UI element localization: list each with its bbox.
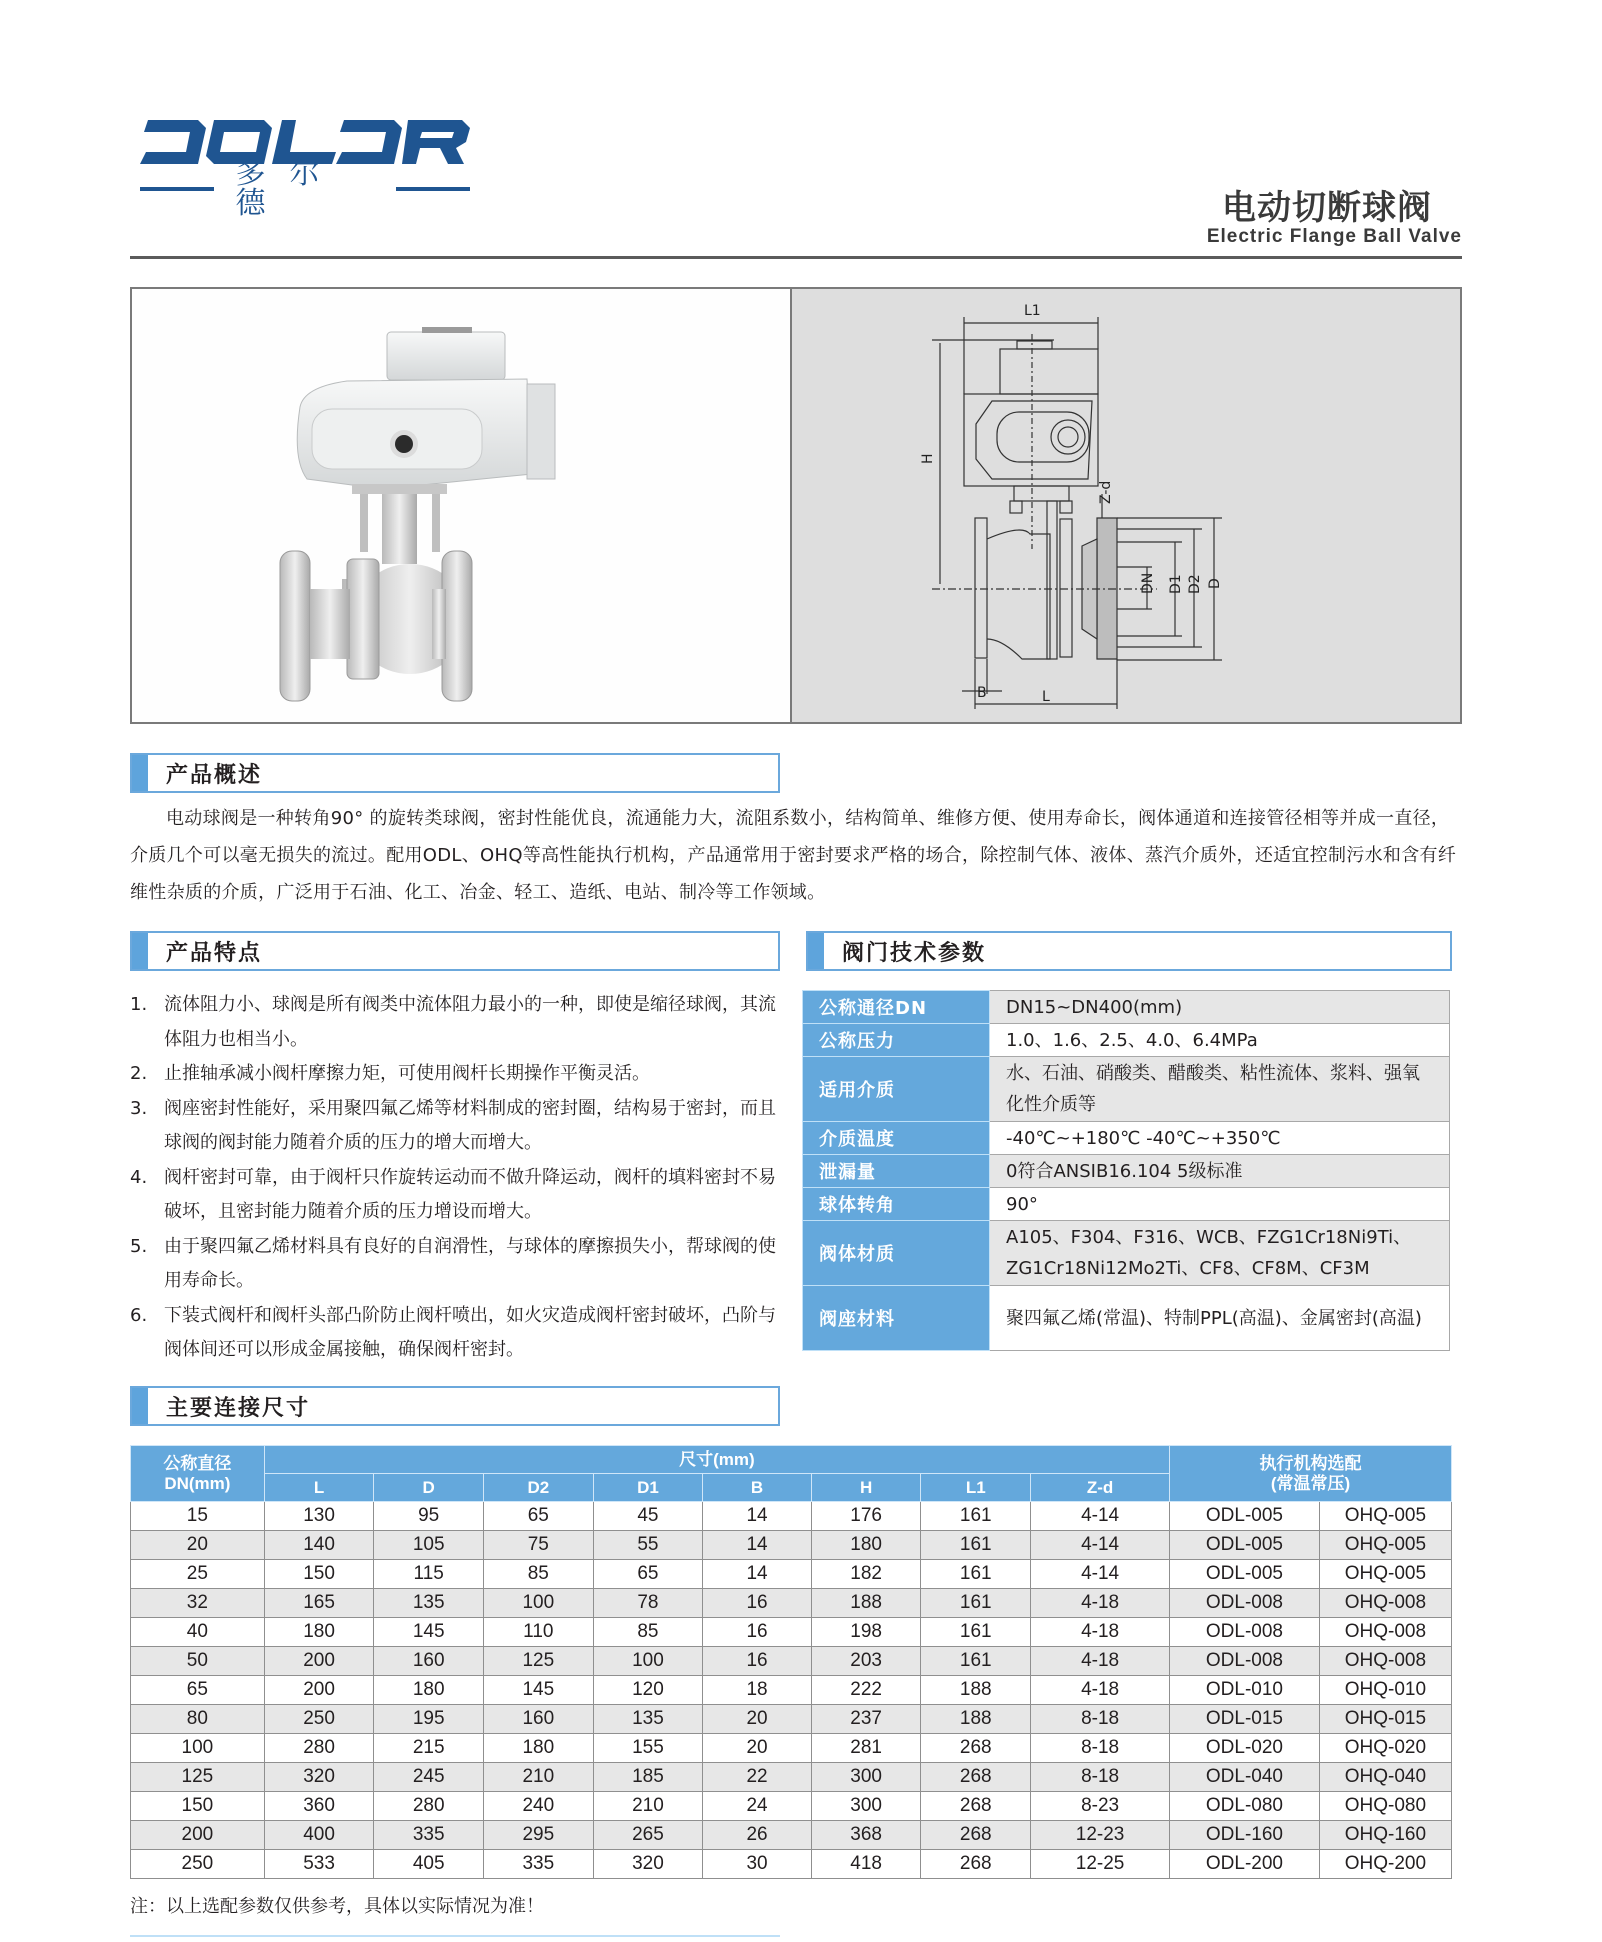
table-cell: ODL-080 bbox=[1170, 1792, 1320, 1821]
dimension-diagram bbox=[792, 289, 1460, 722]
svg-text:H: H bbox=[920, 453, 936, 464]
table-cell: 32 bbox=[131, 1589, 265, 1618]
table-cell: ODL-005 bbox=[1170, 1560, 1320, 1589]
col-header: L bbox=[264, 1474, 374, 1502]
table-cell: 145 bbox=[374, 1618, 484, 1647]
param-row: 适用介质 水、石油、硝酸类、醋酸类、粘性流体、浆料、强氧化性介质等 bbox=[803, 1057, 1450, 1122]
table-cell: 237 bbox=[811, 1705, 921, 1734]
table-cell: 368 bbox=[811, 1821, 921, 1850]
table-cell: 200 bbox=[264, 1676, 374, 1705]
table-cell: 4-18 bbox=[1031, 1676, 1170, 1705]
table-cell: 105 bbox=[374, 1531, 484, 1560]
table-cell: 200 bbox=[264, 1647, 374, 1676]
table-cell: OHQ-005 bbox=[1319, 1531, 1451, 1560]
table-cell: 268 bbox=[921, 1763, 1031, 1792]
table-cell: 120 bbox=[593, 1676, 703, 1705]
table-row bbox=[131, 1647, 1452, 1676]
table-cell: 210 bbox=[484, 1763, 594, 1792]
param-row: 公称压力 1.0、1.6、2.5、4.0、6.4MPa bbox=[803, 1024, 1450, 1057]
table-cell: 161 bbox=[921, 1589, 1031, 1618]
table-cell: 188 bbox=[921, 1676, 1031, 1705]
table-cell: 360 bbox=[264, 1792, 374, 1821]
table-cell: 180 bbox=[811, 1531, 921, 1560]
footer-divider bbox=[130, 1935, 780, 1937]
table-cell: 268 bbox=[921, 1792, 1031, 1821]
table-cell: 405 bbox=[374, 1850, 484, 1879]
table-cell: 268 bbox=[921, 1734, 1031, 1763]
table-cell: 14 bbox=[703, 1560, 812, 1589]
feature-item: 6. 下装式阀杆和阀杆头部凸阶防止阀杆喷出，如火灾造成阀杆密封破坏，凸阶与阀体间还可以形成金属接触，确保阀杆密封。 bbox=[130, 1304, 776, 1360]
table-row bbox=[131, 1531, 1452, 1560]
param-row: 阀座材料 聚四氟乙烯(常温)、特制PPL(高温)、金属密封(高温) bbox=[803, 1286, 1450, 1351]
section-header-params bbox=[806, 931, 1452, 971]
table-footnote: 注：以上选配参数仅供参考，具体以实际情况为准！ bbox=[130, 1896, 544, 1917]
table-cell: 16 bbox=[703, 1589, 812, 1618]
param-row: 阀体材质 A105、F304、F316、WCB、FZG1Cr18Ni9Ti、ZG1Cr18Ni12Mo2Ti、CF8、CF8M、CF3M bbox=[803, 1221, 1450, 1286]
col-header: D2 bbox=[484, 1474, 594, 1502]
table-cell: 320 bbox=[264, 1763, 374, 1792]
table-cell: 80 bbox=[131, 1705, 265, 1734]
table-cell: 150 bbox=[131, 1792, 265, 1821]
table-cell: 4-18 bbox=[1031, 1618, 1170, 1647]
feature-item: 2. 止推轴承减小阀杆摩擦力矩，可使用阀杆长期操作平衡灵活。 bbox=[130, 1063, 650, 1084]
col-header-dn: 公称直径 DN(mm) bbox=[131, 1446, 265, 1502]
table-cell: 176 bbox=[811, 1502, 921, 1531]
page-subtitle: Electric Flange Ball Valve bbox=[1206, 226, 1462, 247]
table-cell: 125 bbox=[131, 1763, 265, 1792]
technical-params-table bbox=[802, 990, 1450, 1351]
col-header-size: 尺寸(mm) bbox=[264, 1446, 1169, 1474]
table-cell: 4-14 bbox=[1031, 1531, 1170, 1560]
table-cell: 8-23 bbox=[1031, 1792, 1170, 1821]
table-cell: 195 bbox=[374, 1705, 484, 1734]
table-cell: ODL-160 bbox=[1170, 1821, 1320, 1850]
table-cell: 210 bbox=[593, 1792, 703, 1821]
table-cell: 95 bbox=[374, 1502, 484, 1531]
table-cell: 320 bbox=[593, 1850, 703, 1879]
table-cell: 130 bbox=[264, 1502, 374, 1531]
table-cell: 268 bbox=[921, 1821, 1031, 1850]
table-cell: 55 bbox=[593, 1531, 703, 1560]
section-title: 阀门技术参数 bbox=[842, 940, 987, 966]
table-cell: 16 bbox=[703, 1647, 812, 1676]
table-cell: 20 bbox=[703, 1734, 812, 1763]
table-row bbox=[131, 1502, 1452, 1531]
table-cell: OHQ-015 bbox=[1319, 1705, 1451, 1734]
table-cell: ODL-040 bbox=[1170, 1763, 1320, 1792]
table-cell: 140 bbox=[264, 1531, 374, 1560]
table-cell: 188 bbox=[811, 1589, 921, 1618]
table-cell: 300 bbox=[811, 1792, 921, 1821]
table-cell: 335 bbox=[374, 1821, 484, 1850]
table-cell: 268 bbox=[921, 1850, 1031, 1879]
table-cell: 8-18 bbox=[1031, 1763, 1170, 1792]
section-title: 产品概述 bbox=[166, 762, 263, 788]
table-row bbox=[131, 1618, 1452, 1647]
table-cell: 161 bbox=[921, 1647, 1031, 1676]
table-cell: 161 bbox=[921, 1531, 1031, 1560]
section-accent-bar bbox=[132, 933, 148, 969]
electric-ball-valve-photo-icon bbox=[132, 289, 788, 722]
section-title: 产品特点 bbox=[166, 940, 263, 966]
table-cell: OHQ-200 bbox=[1319, 1850, 1451, 1879]
table-cell: 150 bbox=[264, 1560, 374, 1589]
valve-dimension-drawing-icon bbox=[792, 289, 1460, 722]
table-cell: 125 bbox=[484, 1647, 594, 1676]
table-cell: OHQ-020 bbox=[1319, 1734, 1451, 1763]
section-accent-bar bbox=[132, 755, 148, 791]
table-cell: 85 bbox=[484, 1560, 594, 1589]
table-cell: OHQ-010 bbox=[1319, 1676, 1451, 1705]
table-cell: 4-14 bbox=[1031, 1502, 1170, 1531]
feature-item: 5. 由于聚四氟乙烯材料具有良好的自润滑性，与球体的摩擦损失小，帮球阀的使用寿命长。 bbox=[130, 1235, 776, 1291]
table-cell: 25 bbox=[131, 1560, 265, 1589]
table-cell: 161 bbox=[921, 1618, 1031, 1647]
product-photo bbox=[132, 289, 792, 722]
table-cell: 245 bbox=[374, 1763, 484, 1792]
table-cell: ODL-015 bbox=[1170, 1705, 1320, 1734]
table-cell: ODL-005 bbox=[1170, 1502, 1320, 1531]
table-cell: 12-25 bbox=[1031, 1850, 1170, 1879]
col-header: H bbox=[811, 1474, 921, 1502]
section-header-dimensions bbox=[130, 1386, 780, 1426]
table-row bbox=[131, 1589, 1452, 1618]
table-row bbox=[131, 1821, 1452, 1850]
table-cell: 24 bbox=[703, 1792, 812, 1821]
col-header: B bbox=[703, 1474, 812, 1502]
page-title: 电动切断球阀 bbox=[1222, 188, 1432, 228]
table-cell: 160 bbox=[374, 1647, 484, 1676]
table-cell: 22 bbox=[703, 1763, 812, 1792]
table-cell: 180 bbox=[264, 1618, 374, 1647]
dimensions-table-body bbox=[131, 1502, 1452, 1879]
features-list bbox=[130, 988, 780, 1368]
table-cell: OHQ-008 bbox=[1319, 1589, 1451, 1618]
section-accent-bar bbox=[808, 933, 824, 969]
table-cell: 8-18 bbox=[1031, 1734, 1170, 1763]
table-cell: 418 bbox=[811, 1850, 921, 1879]
feature-item: 3. 阀座密封性能好，采用聚四氟乙烯等材料制成的密封圈，结构易于密封，而且球阀的阀封能力随着介质的压力的增大而增大。 bbox=[130, 1097, 776, 1153]
svg-text:D1: D1 bbox=[1168, 574, 1184, 594]
table-cell: 280 bbox=[374, 1792, 484, 1821]
table-cell: 115 bbox=[374, 1560, 484, 1589]
table-cell: OHQ-080 bbox=[1319, 1792, 1451, 1821]
table-cell: 45 bbox=[593, 1502, 703, 1531]
table-row bbox=[131, 1792, 1452, 1821]
table-cell: ODL-008 bbox=[1170, 1618, 1320, 1647]
table-cell: 14 bbox=[703, 1502, 812, 1531]
table-cell: 135 bbox=[374, 1589, 484, 1618]
table-cell: 16 bbox=[703, 1618, 812, 1647]
table-cell: 300 bbox=[811, 1763, 921, 1792]
svg-text:L: L bbox=[1042, 689, 1050, 705]
svg-text:DN: DN bbox=[1140, 572, 1156, 594]
table-cell: 180 bbox=[484, 1734, 594, 1763]
table-cell: 135 bbox=[593, 1705, 703, 1734]
table-cell: ODL-008 bbox=[1170, 1647, 1320, 1676]
table-cell: 182 bbox=[811, 1560, 921, 1589]
table-cell: OHQ-008 bbox=[1319, 1618, 1451, 1647]
table-cell: 265 bbox=[593, 1821, 703, 1850]
table-cell: ODL-005 bbox=[1170, 1531, 1320, 1560]
col-header: D1 bbox=[593, 1474, 703, 1502]
table-cell: 203 bbox=[811, 1647, 921, 1676]
brand-logo bbox=[140, 118, 470, 221]
table-cell: 20 bbox=[131, 1531, 265, 1560]
table-row bbox=[131, 1734, 1452, 1763]
param-row: 泄漏量 0符合ANSIB16.104 5级标准 bbox=[803, 1155, 1450, 1188]
table-cell: 161 bbox=[921, 1502, 1031, 1531]
table-row bbox=[131, 1850, 1452, 1879]
table-cell: 65 bbox=[484, 1502, 594, 1531]
table-cell: 14 bbox=[703, 1531, 812, 1560]
table-cell: 281 bbox=[811, 1734, 921, 1763]
section-accent-bar bbox=[132, 1388, 148, 1424]
logo-rule-right bbox=[396, 187, 470, 191]
param-row: 介质温度 -40℃~+180℃ -40℃~+350℃ bbox=[803, 1122, 1450, 1155]
section-header-features bbox=[130, 931, 780, 971]
table-cell: 110 bbox=[484, 1618, 594, 1647]
svg-text:D: D bbox=[1207, 578, 1223, 589]
table-cell: 78 bbox=[593, 1589, 703, 1618]
table-cell: 85 bbox=[593, 1618, 703, 1647]
header-divider bbox=[130, 256, 1462, 259]
table-cell: 100 bbox=[131, 1734, 265, 1763]
table-cell: 215 bbox=[374, 1734, 484, 1763]
table-cell: 20 bbox=[703, 1705, 812, 1734]
table-row bbox=[131, 1705, 1452, 1734]
table-cell: 30 bbox=[703, 1850, 812, 1879]
table-cell: 65 bbox=[593, 1560, 703, 1589]
col-header-actuator: 执行机构选配 (常温常压) bbox=[1170, 1446, 1452, 1502]
table-cell: 100 bbox=[484, 1589, 594, 1618]
product-images bbox=[130, 287, 1462, 724]
table-cell: 100 bbox=[593, 1647, 703, 1676]
table-cell: 240 bbox=[484, 1792, 594, 1821]
table-cell: 250 bbox=[131, 1850, 265, 1879]
param-row: 公称通径DN DN15~DN400(mm) bbox=[803, 991, 1450, 1024]
param-row: 球体转角 90° bbox=[803, 1188, 1450, 1221]
table-cell: 8-18 bbox=[1031, 1705, 1170, 1734]
table-cell: 26 bbox=[703, 1821, 812, 1850]
svg-text:D2: D2 bbox=[1187, 574, 1203, 594]
table-cell: 165 bbox=[264, 1589, 374, 1618]
table-cell: 533 bbox=[264, 1850, 374, 1879]
table-cell: 15 bbox=[131, 1502, 265, 1531]
table-cell: 160 bbox=[484, 1705, 594, 1734]
table-cell: OHQ-008 bbox=[1319, 1647, 1451, 1676]
col-header: D bbox=[374, 1474, 484, 1502]
svg-text:L1: L1 bbox=[1024, 303, 1041, 319]
logo-chinese-name: 多尔德 bbox=[235, 156, 344, 221]
table-cell: ODL-010 bbox=[1170, 1676, 1320, 1705]
table-cell: 188 bbox=[921, 1705, 1031, 1734]
feature-item: 1. 流体阻力小、球阀是所有阀类中流体阻力最小的一种，即使是缩径球阀，其流体阻力也相当小。 bbox=[130, 994, 776, 1050]
table-cell: 185 bbox=[593, 1763, 703, 1792]
col-header: Z-d bbox=[1031, 1474, 1170, 1502]
col-header: L1 bbox=[921, 1474, 1031, 1502]
svg-text:B: B bbox=[977, 685, 987, 701]
table-cell: ODL-008 bbox=[1170, 1589, 1320, 1618]
table-cell: 250 bbox=[264, 1705, 374, 1734]
table-cell: 50 bbox=[131, 1647, 265, 1676]
table-cell: 200 bbox=[131, 1821, 265, 1850]
table-cell: 40 bbox=[131, 1618, 265, 1647]
section-header-overview bbox=[130, 753, 780, 793]
table-cell: 145 bbox=[484, 1676, 594, 1705]
table-cell: 280 bbox=[264, 1734, 374, 1763]
table-cell: 12-23 bbox=[1031, 1821, 1170, 1850]
table-row bbox=[131, 1560, 1452, 1589]
overview-paragraph: 电动球阀是一种转角90° 的旋转类球阀，密封性能优良，流通能力大，流阻系数小，结构简单、维修方便、使用寿命长，阀体通道和连接管径相等并成一直径，介质几个可以毫无损失的流过。配用ODL、OHQ等高性能执行机构，产品通常用于密封要求严格的场合，除控制气体、液体、蒸汽介质外，还适宜控制污水和含有纤维性杂质的介质，广泛用于石油、化工、冶金、轻工、造纸、电站、制冷等工作领域。 bbox=[130, 808, 1457, 903]
table-cell: 75 bbox=[484, 1531, 594, 1560]
table-cell: 65 bbox=[131, 1676, 265, 1705]
section-title: 主要连接尺寸 bbox=[166, 1395, 311, 1421]
table-cell: 4-18 bbox=[1031, 1647, 1170, 1676]
table-cell: ODL-020 bbox=[1170, 1734, 1320, 1763]
table-cell: OHQ-040 bbox=[1319, 1763, 1451, 1792]
table-cell: 335 bbox=[484, 1850, 594, 1879]
table-row bbox=[131, 1676, 1452, 1705]
svg-text:Z-d: Z-d bbox=[1098, 480, 1114, 504]
table-cell: 400 bbox=[264, 1821, 374, 1850]
table-cell: 295 bbox=[484, 1821, 594, 1850]
table-cell: OHQ-160 bbox=[1319, 1821, 1451, 1850]
table-row bbox=[131, 1763, 1452, 1792]
dimensions-table bbox=[130, 1445, 1452, 1879]
table-cell: 4-14 bbox=[1031, 1560, 1170, 1589]
table-cell: OHQ-005 bbox=[1319, 1560, 1451, 1589]
table-cell: 18 bbox=[703, 1676, 812, 1705]
table-cell: 4-18 bbox=[1031, 1589, 1170, 1618]
table-cell: ODL-200 bbox=[1170, 1850, 1320, 1879]
table-cell: 198 bbox=[811, 1618, 921, 1647]
feature-item: 4. 阀杆密封可靠，由于阀杆只作旋转运动而不做升降运动，阀杆的填料密封不易破坏，且密封能力随着介质的压力增设而增大。 bbox=[130, 1166, 776, 1222]
table-cell: 155 bbox=[593, 1734, 703, 1763]
table-cell: 180 bbox=[374, 1676, 484, 1705]
table-cell: 161 bbox=[921, 1560, 1031, 1589]
logo-rule-left bbox=[140, 187, 214, 191]
table-cell: OHQ-005 bbox=[1319, 1502, 1451, 1531]
table-cell: 222 bbox=[811, 1676, 921, 1705]
